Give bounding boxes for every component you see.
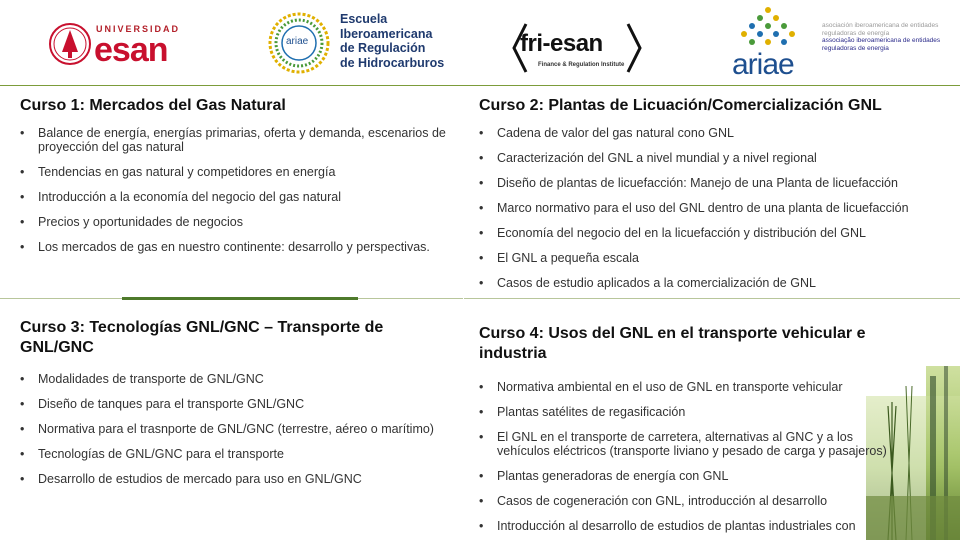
list-item: • El GNL a pequeña escala <box>479 251 949 265</box>
list-item: • Balance de energía, energías primarias, oferta y demanda, escenarios de proyección del gas natural <box>20 126 450 154</box>
course-1-title: Curso 1: Mercados del Gas Natural <box>20 97 286 114</box>
list-item: • El GNL en el transporte de carretera, alternativas al GNC y a los vehículos eléctricos (transporte liviano y pesado de carga y pasajeros) <box>479 430 907 458</box>
list-item: • Cadena de valor del gas natural cono GNL <box>479 126 949 140</box>
course-3-list <box>20 372 450 486</box>
list-item: • Tecnologías de GNL/GNC para el transporte <box>20 447 450 461</box>
section-divider-right <box>464 298 960 299</box>
ariae-wordmark: ariae <box>732 48 794 81</box>
list-item: • Diseño de tanques para el transporte GNL/GNC <box>20 397 450 411</box>
header-divider <box>0 85 960 86</box>
list-item: • Los mercados de gas en nuestro continente: desarrollo y perspectivas. <box>20 240 450 254</box>
course-1-list <box>20 126 450 254</box>
list-item: • Marco normativo para el uso del GNL dentro de una planta de licuefacción <box>479 201 949 215</box>
list-item: • Plantas satélites de regasificación <box>479 405 949 419</box>
friesan-subtitle: Finance & Regulation Institute <box>538 62 625 68</box>
course-4-title: Curso 4: Usos del GNL en el transporte vehicular e industria <box>479 325 866 362</box>
list-item: • Casos de cogeneración con GNL, introducción al desarrollo <box>479 494 949 508</box>
course-4-list <box>479 380 949 533</box>
ariae-logo <box>728 6 808 81</box>
list-item: • Economía del negocio del en la licuefacción y distribución del GNL <box>479 226 949 240</box>
friesan-logo <box>512 20 642 76</box>
friesan-wordmark: fri-esan <box>520 30 603 57</box>
section-divider-accent <box>122 297 358 300</box>
list-item: • Caracterización del GNL a nivel mundial y a nivel regional <box>479 151 949 165</box>
ariae-dots-icon <box>728 6 808 50</box>
list-item: • Desarrollo de estudios de mercado para uso en GNL/GNC <box>20 472 450 486</box>
course-3-section <box>20 318 450 497</box>
ariae-text: asociación iberoamericana de entidades reguladoras de energía associação iberoamericana de entidades reguladoras de energia <box>822 22 941 52</box>
course-2-section <box>479 96 949 290</box>
logo-bar <box>0 0 960 88</box>
list-item: • Introducción a la economía del negocio del gas natural <box>20 190 450 204</box>
escuela-text: Escuela Iberoamericana de Regulación de Hidrocarburos <box>340 12 445 70</box>
course-2-list <box>479 126 949 290</box>
course-2-title: Curso 2: Plantas de Licuación/Comercialización GNL <box>479 97 882 114</box>
list-item: • Modalidades de transporte de GNL/GNC <box>20 372 450 386</box>
list-item: • Normativa para el trasnporte de GNL/GNC (terrestre, aéreo o marítimo) <box>20 422 450 436</box>
list-item: • Diseño de plantas de licuefacción: Manejo de una Planta de licuefacción <box>479 176 949 190</box>
list-item: • Normativa ambiental en el uso de GNL en transporte vehicular <box>479 380 949 394</box>
esan-wordmark: esan <box>94 31 168 69</box>
course-1-section <box>20 96 450 265</box>
list-item: • Casos de estudio aplicados a la comercialización de GNL <box>479 276 949 290</box>
esan-logo <box>48 22 188 68</box>
list-item: • Precios y oportunidades de negocios <box>20 215 450 229</box>
escuela-seal-icon <box>268 12 330 74</box>
course-3-title: Curso 3: Tecnologías GNL/GNC – Transporte de GNL/GNC <box>20 319 384 356</box>
esan-tree-icon <box>48 22 92 66</box>
esan-university-text: UNIVERSIDAD <box>96 24 181 34</box>
escuela-seal-text: ariae <box>286 36 309 47</box>
course-4-section <box>479 324 949 544</box>
list-item: • Plantas generadoras de energía con GNL <box>479 469 949 483</box>
list-item: • Introducción al desarrollo de estudios de plantas industriales con <box>479 519 949 533</box>
list-item: • Tendencias en gas natural y competidores en energía <box>20 165 450 179</box>
